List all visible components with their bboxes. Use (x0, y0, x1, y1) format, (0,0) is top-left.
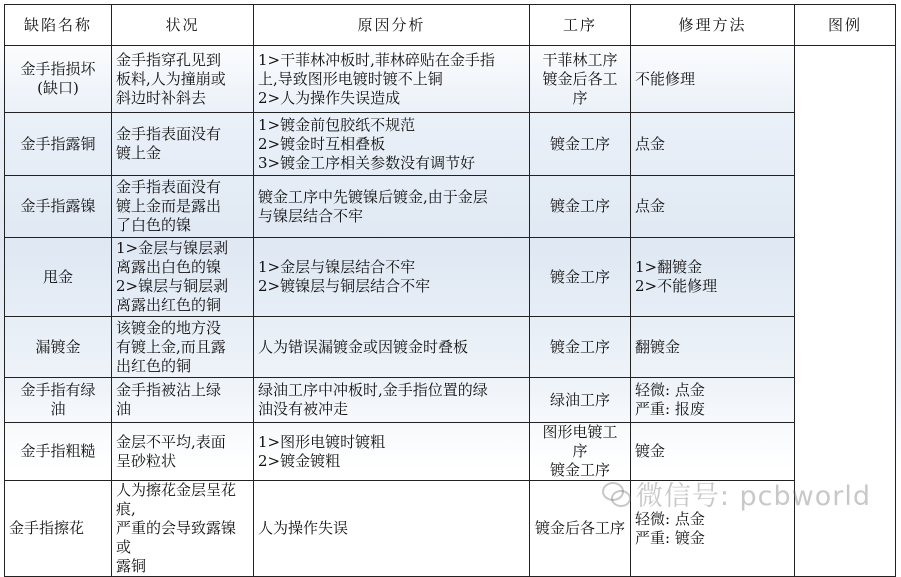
cell-line: 人为擦花金层呈花痕, (116, 481, 237, 518)
cell-line: 油没有被冲走 (258, 400, 349, 418)
status-cell (112, 113, 254, 176)
header-example: 图例 (795, 5, 896, 46)
cell-line: 镀金工序 (549, 197, 610, 215)
cell-line: 序 (572, 442, 588, 460)
repair-cell (631, 113, 795, 176)
process-cell (530, 423, 631, 481)
cell-line: 2>镍层与铜层剥 (116, 277, 229, 295)
status-cell (112, 378, 254, 423)
status-cell (112, 238, 254, 317)
cause-cell (254, 238, 530, 317)
cell-line: 1>图形电镀时镀粗 (258, 432, 386, 451)
repair-cell (631, 317, 795, 378)
cause-cell (254, 317, 530, 378)
table-row (5, 113, 896, 176)
process-cell (530, 317, 631, 378)
cell-line: 镀金 (635, 442, 666, 460)
cell-line: 板料,人为撞崩或 (116, 69, 226, 88)
cell-line: 严重的会导致露镍或 (116, 519, 237, 556)
cell-line: 上,导致图形电镀时镀不上铜 (258, 69, 443, 88)
process-cell (530, 113, 631, 176)
repair-cell (631, 238, 795, 317)
header-cause: 原因分析 (254, 5, 530, 46)
cell-line: 干菲林工序 (542, 50, 618, 69)
table-row (5, 317, 896, 378)
defect-name-cell (5, 423, 112, 481)
header-status: 状况 (112, 5, 254, 46)
cell-line: 离露出红色的铜 (116, 296, 222, 314)
defect-name-cell (5, 113, 112, 176)
cell-line: 绿油工序 (549, 390, 610, 409)
process-cell (530, 378, 631, 423)
cell-line: 油 (50, 400, 66, 418)
status-cell (112, 176, 254, 238)
cell-line: 与镍层结合不牢 (258, 206, 364, 225)
header-defect-name: 缺陷名称 (5, 5, 112, 46)
cell-line: 金手指露铜 (20, 134, 96, 153)
cell-line: 该镀金的地方没 (116, 318, 222, 337)
cell-line: 点金 (635, 134, 666, 153)
process-cell (530, 176, 631, 238)
cell-line: 轻微: 点金 (635, 381, 705, 399)
cell-line: 斜边时补斜去 (116, 88, 207, 107)
cell-line: 镀金后各工 (542, 69, 618, 88)
table-row (5, 423, 896, 481)
repair-cell (631, 176, 795, 238)
cell-line: 出红色的铜 (116, 356, 192, 375)
cell-line: 2>不能修理 (635, 277, 718, 295)
cell-line: 有镀上金,而且露 (116, 337, 226, 356)
watermark (602, 474, 871, 513)
cell-line: 金手指有绿 (20, 381, 96, 399)
cell-line: 露铜 (116, 557, 147, 575)
cell-line: 镀金工序 (549, 267, 610, 286)
cause-cell (254, 113, 530, 176)
cell-line: 2>镀金镀粗 (258, 451, 341, 470)
cell-line: 镀金工序中先镀镍后镀金,由于金层 (258, 187, 488, 206)
cell-line: 金手指表面没有 (116, 178, 222, 196)
cause-cell (254, 176, 530, 238)
cell-line: 点金 (635, 197, 666, 215)
cell-line: 人为错误漏镀金或因镀金时叠板 (258, 337, 469, 356)
cell-line: 2>镀金时互相叠板 (258, 134, 386, 153)
status-cell (112, 46, 254, 113)
status-cell (112, 317, 254, 378)
cell-line: 1>金层与镍层剥 (116, 239, 229, 257)
cell-line: 3>镀金工序相关参数没有调节好 (258, 153, 476, 172)
defect-name-cell (5, 46, 112, 113)
cell-line: 镀金工序 (549, 337, 610, 356)
cell-line: 漏镀金 (35, 337, 81, 356)
defect-name-cell (5, 481, 112, 577)
cell-line: 1>镀金前包胶纸不规范 (258, 115, 416, 134)
cell-line: 呈砂粒状 (116, 451, 177, 470)
cause-cell (254, 481, 530, 577)
wechat-icon (602, 482, 630, 506)
header-repair: 修理方法 (631, 5, 795, 46)
cell-line: 不能修理 (635, 69, 696, 88)
cell-line: 金手指表面没有 (116, 125, 222, 143)
status-cell (112, 481, 254, 577)
status-cell (112, 423, 254, 481)
repair-cell (631, 378, 795, 423)
cell-line: 油 (116, 400, 132, 418)
cell-line: (缺口) (37, 79, 79, 97)
repair-cell (631, 46, 795, 113)
cell-line: 1>翻镀金 (635, 258, 703, 276)
cause-cell (254, 423, 530, 481)
cell-line: 轻微: 点金 (635, 509, 705, 528)
repair-cell (631, 423, 795, 481)
watermark-text: 微信号: pcbworld (635, 481, 871, 512)
cell-line: 2>镀镍层与铜层结合不牢 (258, 277, 431, 295)
cell-line: 金手指擦花 (9, 519, 85, 537)
defect-name-cell (5, 176, 112, 238)
cell-line: 金手指损坏 (20, 60, 96, 78)
cell-line: 2>人为操作失误造成 (258, 88, 401, 107)
cell-line: 镀金工序 (549, 461, 610, 479)
cell-line: 镀金工序 (549, 134, 610, 153)
cell-line: 序 (572, 88, 588, 107)
cell-line: 了白色的镍 (116, 216, 192, 234)
cell-line: 金手指被沾上绿 (116, 381, 222, 399)
cell-line: 严重: 镀金 (635, 528, 705, 547)
table-row (5, 176, 896, 238)
process-cell (530, 238, 631, 317)
defect-name-cell (5, 238, 112, 317)
cell-line: 1>干菲林冲板时,菲林碎贴在金手指 (258, 50, 495, 69)
cell-line: 1>金层与镍层结合不牢 (258, 258, 416, 276)
table-row (5, 378, 896, 423)
cell-line: 图形电镀工 (542, 423, 618, 441)
defect-name-cell (5, 317, 112, 378)
cell-line: 人为操作失误 (258, 519, 349, 537)
cell-line: 金手指穿孔见到 (116, 50, 222, 69)
cause-cell (254, 46, 530, 113)
header-row (5, 5, 896, 46)
cell-line: 镀上金 (116, 144, 162, 162)
cell-line: 镀金后各工序 (534, 519, 625, 537)
cell-line: 离露出白色的镍 (116, 258, 222, 276)
cell-line: 镀上金而是露出 (116, 197, 222, 215)
cell-line: 金层不平均,表面 (116, 432, 226, 451)
cause-cell (254, 378, 530, 423)
process-cell (530, 46, 631, 113)
cell-line: 绿油工序中冲板时,金手指位置的绿 (258, 381, 488, 399)
cell-line: 金手指粗糙 (20, 442, 96, 460)
table-row (5, 238, 896, 317)
defect-name-cell (5, 378, 112, 423)
cell-line: 甩金 (42, 267, 73, 286)
cell-line: 严重: 报废 (635, 400, 705, 418)
cell-line: 翻镀金 (635, 337, 681, 356)
header-process: 工序 (530, 5, 631, 46)
cell-line: 金手指露镍 (20, 197, 96, 215)
table-row (5, 46, 896, 113)
